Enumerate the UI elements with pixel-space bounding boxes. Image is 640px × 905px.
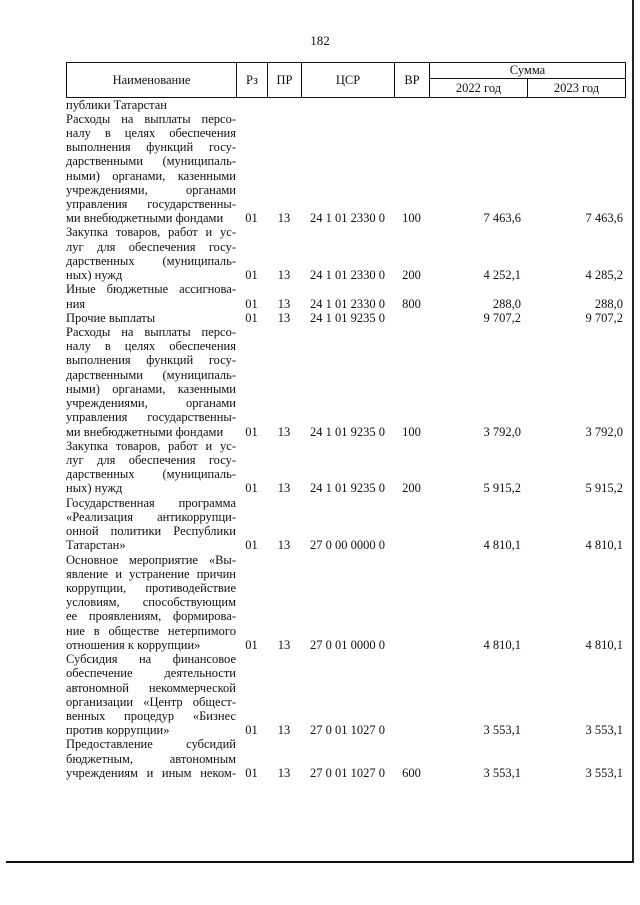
- cell-rz: 01: [245, 723, 258, 738]
- table-line: [66, 169, 625, 183]
- cell-name: выполнения функций госу-: [66, 140, 236, 155]
- table-line: [66, 396, 625, 410]
- table-line: [66, 325, 625, 339]
- table-line: [66, 339, 625, 353]
- cell-s1: 288,0: [492, 296, 521, 311]
- cell-name: ных) нужд: [66, 481, 123, 496]
- cell-name: Субсидия на финансовое: [66, 652, 236, 667]
- cell-name: управления государственны-: [66, 410, 236, 425]
- table-line: [66, 695, 625, 709]
- header-year-2022: 2022 год: [430, 79, 528, 98]
- table-line: [66, 567, 625, 581]
- cell-pr: 13: [277, 637, 291, 652]
- table-line: [66, 126, 625, 140]
- table-line: [66, 297, 625, 311]
- table-line: [66, 268, 625, 282]
- cell-name: дарственными (муниципаль-: [66, 367, 236, 382]
- cell-csr: 27 0 01 1027 0: [310, 723, 385, 738]
- table-line: [66, 652, 625, 666]
- right-edge-rule: [632, 0, 634, 863]
- cell-name: автономной некоммерческой: [66, 680, 236, 695]
- cell-s1: 4 252,1: [483, 268, 521, 283]
- cell-rz: 01: [245, 538, 258, 553]
- table-line: [66, 681, 625, 695]
- header-pr: ПР: [268, 63, 302, 98]
- table-line: [66, 723, 625, 737]
- cell-name: луг для обеспечения госу-: [66, 453, 236, 467]
- cell-name: дарственными (муниципаль-: [66, 154, 236, 169]
- cell-csr: 24 1 01 9235 0: [310, 310, 385, 325]
- table-line: [66, 254, 625, 268]
- cell-pr: 13: [277, 310, 291, 325]
- cell-csr: 27 0 01 1027 0: [310, 765, 385, 780]
- cell-name: выполнения функций госу-: [66, 353, 236, 368]
- table-line: [66, 183, 625, 197]
- cell-name: Иные бюджетные ассигнова-: [66, 282, 236, 297]
- cell-name: бюджетным, автономным: [66, 751, 236, 766]
- cell-pr: 13: [277, 538, 291, 553]
- cell-pr: 13: [277, 424, 291, 439]
- cell-name: ния: [66, 296, 86, 311]
- header-year-2023: 2023 год: [528, 79, 626, 98]
- cell-vr: 200: [402, 268, 421, 283]
- table-line: [66, 737, 625, 751]
- table-line: [66, 538, 625, 552]
- cell-rz: 01: [245, 637, 258, 652]
- cell-name: организации «Центр общест-: [66, 694, 236, 709]
- table-line: [66, 225, 625, 239]
- cell-rz: 01: [245, 481, 258, 496]
- cell-name: луг для обеспечения госу-: [66, 239, 236, 254]
- table-line: [66, 154, 625, 168]
- cell-name: дарственных (муниципаль-: [66, 467, 236, 482]
- table-line: [66, 197, 625, 211]
- cell-s2: 9 707,2: [585, 310, 623, 325]
- cell-pr: 13: [277, 481, 291, 496]
- cell-name: обеспечение деятельности: [66, 666, 236, 681]
- table-line: [66, 624, 625, 638]
- bottom-rule: [6, 861, 634, 863]
- table-line: [66, 410, 625, 424]
- table-line: [66, 282, 625, 296]
- cell-csr: 24 1 01 2330 0: [310, 211, 385, 226]
- cell-name: венных процедур «Бизнес: [66, 708, 236, 723]
- cell-vr: 800: [402, 296, 421, 311]
- cell-vr: 600: [402, 765, 421, 780]
- header-csr: ЦСР: [302, 63, 395, 98]
- table-line: [66, 98, 625, 112]
- cell-s1: 5 915,2: [483, 481, 521, 496]
- cell-name: налу в целях обеспечения: [66, 125, 236, 140]
- cell-s1: 3 553,1: [483, 723, 521, 738]
- cell-pr: 13: [277, 723, 291, 738]
- cell-name: Предоставление субсидий: [66, 737, 236, 752]
- cell-vr: 100: [402, 424, 421, 439]
- table-line: [66, 595, 625, 609]
- cell-s2: 4 810,1: [585, 538, 623, 553]
- cell-name: явление и устранение причин: [66, 566, 236, 581]
- table-line: [66, 752, 625, 766]
- table-line: [66, 240, 625, 254]
- table-line: [66, 467, 625, 481]
- cell-name: налу в целях обеспечения: [66, 339, 236, 354]
- cell-s2: 4 810,1: [585, 637, 623, 652]
- cell-rz: 01: [245, 310, 258, 325]
- cell-vr: 100: [402, 211, 421, 226]
- cell-name: ных) нужд: [66, 268, 123, 283]
- page-number: 182: [310, 33, 330, 48]
- cell-s2: 7 463,6: [585, 211, 623, 226]
- cell-name: Прочие выплаты: [66, 310, 156, 325]
- cell-pr: 13: [277, 296, 291, 311]
- cell-csr: 24 1 01 2330 0: [310, 268, 385, 283]
- cell-name: Закупка товаров, работ и ус-: [66, 438, 236, 453]
- cell-name: «Реализация антикоррупци-: [66, 509, 236, 524]
- header-sum: Сумма: [430, 63, 626, 79]
- cell-s1: 9 707,2: [483, 310, 521, 325]
- cell-csr: 27 0 01 0000 0: [310, 637, 385, 652]
- cell-name: условиям, способствующим: [66, 595, 236, 610]
- cell-s1: 3 553,1: [483, 765, 521, 780]
- cell-name: публики Татарстан: [66, 97, 168, 112]
- table-line: [66, 112, 625, 126]
- cell-name: учреждениям и иным неком-: [66, 765, 236, 780]
- cell-name: ние в обществе нетерпимого: [66, 623, 236, 638]
- table-line: [66, 439, 625, 453]
- cell-name: Закупка товаров, работ и ус-: [66, 225, 236, 240]
- table-line: [66, 140, 625, 154]
- cell-csr: 24 1 01 2330 0: [310, 296, 385, 311]
- cell-csr: 27 0 00 0000 0: [310, 538, 385, 553]
- cell-name: управления государственны-: [66, 197, 236, 212]
- table-line: [66, 311, 625, 325]
- table-line: [66, 609, 625, 623]
- cell-name: ее проявлениям, формирова-: [66, 609, 236, 624]
- cell-name: коррупции, противодействие: [66, 580, 236, 595]
- cell-rz: 01: [245, 765, 258, 780]
- cell-name: онной политики Республики: [66, 524, 236, 539]
- cell-name: учреждениями, органами: [66, 396, 236, 411]
- table-line: [66, 709, 625, 723]
- table-line: [66, 496, 625, 510]
- cell-name: ми внебюджетными фондами: [66, 424, 224, 439]
- table-line: [66, 524, 625, 538]
- cell-s2: 3 553,1: [585, 723, 623, 738]
- table-line: [66, 368, 625, 382]
- table-line: [66, 211, 625, 225]
- cell-s2: 3 792,0: [585, 424, 623, 439]
- cell-pr: 13: [277, 765, 291, 780]
- cell-pr: 13: [277, 211, 291, 226]
- header-name: Наименование: [67, 63, 237, 98]
- cell-s2: 4 285,2: [585, 268, 623, 283]
- cell-name: Расходы на выплаты персо-: [66, 325, 236, 340]
- table-line: [66, 425, 625, 439]
- table-line: [66, 353, 625, 367]
- cell-rz: 01: [245, 296, 258, 311]
- cell-pr: 13: [277, 268, 291, 283]
- table-line: [66, 453, 625, 467]
- cell-s1: 7 463,6: [483, 211, 521, 226]
- cell-s2: 3 553,1: [585, 765, 623, 780]
- cell-name: Государственная программа: [66, 495, 236, 510]
- table-line: [66, 382, 625, 396]
- cell-name: ными) органами, казенными: [66, 381, 236, 396]
- cell-s1: 4 810,1: [483, 538, 521, 553]
- cell-vr: 200: [402, 481, 421, 496]
- table-line: [66, 581, 625, 595]
- header-vr: ВР: [395, 63, 430, 98]
- cell-s1: 4 810,1: [483, 637, 521, 652]
- cell-name: учреждениями, органами: [66, 182, 236, 197]
- cell-name: дарственных (муниципаль-: [66, 253, 236, 268]
- table-line: [66, 766, 625, 780]
- cell-name: ными) органами, казенными: [66, 168, 236, 183]
- table-line: [66, 638, 625, 652]
- cell-csr: 24 1 01 9235 0: [310, 481, 385, 496]
- cell-rz: 01: [245, 268, 258, 283]
- cell-rz: 01: [245, 424, 258, 439]
- cell-name: Татарстан»: [66, 538, 126, 553]
- cell-rz: 01: [245, 211, 258, 226]
- cell-s1: 3 792,0: [483, 424, 521, 439]
- table-line: [66, 553, 625, 567]
- cell-csr: 24 1 01 9235 0: [310, 424, 385, 439]
- cell-s2: 5 915,2: [585, 481, 623, 496]
- cell-s2: 288,0: [594, 296, 623, 311]
- cell-name: Основное мероприятие «Вы-: [66, 552, 236, 567]
- table-line: [66, 510, 625, 524]
- header-rz: Рз: [237, 63, 268, 98]
- cell-name: Расходы на выплаты персо-: [66, 111, 236, 126]
- cell-name: ми внебюджетными фондами: [66, 211, 224, 226]
- cell-name: отношения к коррупции»: [66, 637, 201, 652]
- cell-name: против коррупции»: [66, 723, 170, 738]
- table-line: [66, 666, 625, 680]
- table-line: [66, 481, 625, 495]
